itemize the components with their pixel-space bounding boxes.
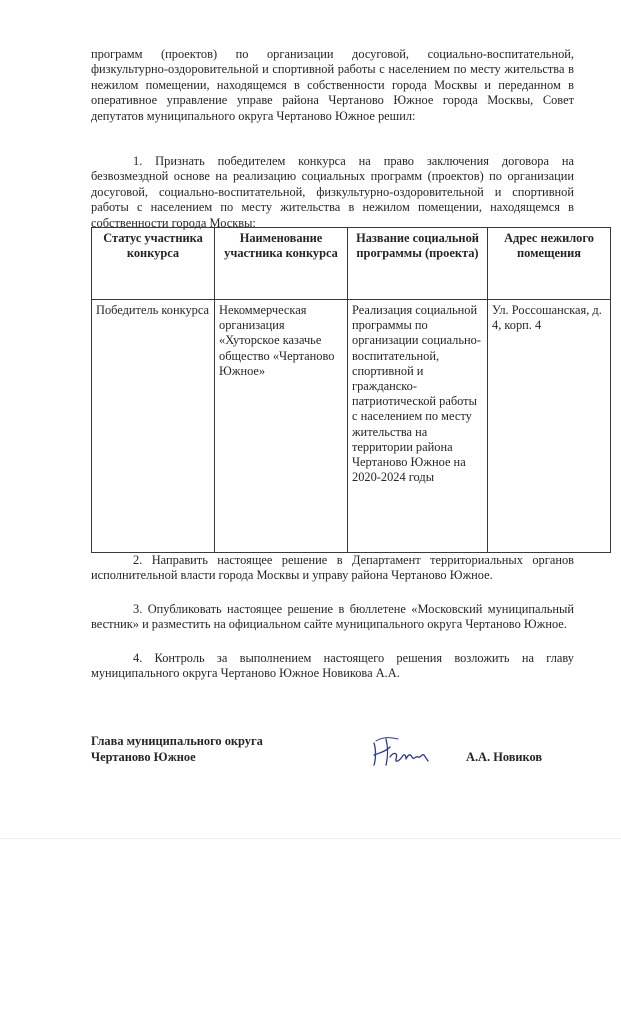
resolution-item-1: 1. Признать победителем конкурса на право заключения договора на безвозмездной основе на реализацию социальных программ (проектов) по организации досуговой, социально-воспитательной, физкультурно-оздоровительной и спортивной работы с населением по месту жительства в нежилом помещении, находящемся в собственности города Москвы: [91, 154, 574, 230]
header-program: Название социальной программы (проекта) [348, 228, 488, 300]
intro-paragraph: программ (проектов) по организации досуговой, социально-воспитательной, физкультурно-оздоровительной и спортивной работы с населением по месту жительства в нежилом помещении, находящемся в собственности города Москвы и переданном в оперативное управление управе района Чертаново Южное города Москвы, Совет депутатов муниципального округа Чертаново Южное решил: [91, 47, 574, 123]
signatory-title-line-2: Чертаново Южное [91, 750, 196, 764]
signatory-title [91, 733, 331, 765]
cell-program: Реализация социальной программы по организации социально-воспитательной, спортивной и гражданско-патриотической работы с населением по месту жительства на территории района Чертаново Южное на 2020-2024 годы [348, 300, 488, 553]
table-header-row [92, 228, 611, 300]
competition-results-table [91, 227, 611, 553]
cell-status: Победитель конкурса [92, 300, 215, 553]
header-participant: Наименование участника конкурса [215, 228, 348, 300]
header-status: Статус участника конкурса [92, 228, 215, 300]
resolution-item-4: 4. Контроль за выполнением настоящего решения возложить на главу муниципального округа Чертаново Южное Новикова А.А. [91, 651, 574, 681]
table-row [92, 300, 611, 553]
handwritten-signature [368, 731, 438, 771]
resolution-item-2: 2. Направить настоящее решение в Департамент территориальных органов исполнительной власти города Москвы и управу района Чертаново Южное. [91, 553, 574, 583]
header-address: Адрес нежилого помещения [488, 228, 611, 300]
signatory-title-line-1: Глава муниципального округа [91, 734, 263, 748]
cell-address: Ул. Россошанская, д. 4, корп. 4 [488, 300, 611, 553]
resolution-item-3: 3. Опубликовать настоящее решение в бюллетене «Московский муниципальный вестник» и разместить на официальном сайте муниципального округа Чертаново Южное. [91, 602, 574, 632]
scan-edge [0, 838, 621, 839]
cell-participant: Некоммерческая организация «Хуторское казачье общество «Чертаново Южное» [215, 300, 348, 553]
signatory-name: А.А. Новиков [466, 750, 543, 764]
